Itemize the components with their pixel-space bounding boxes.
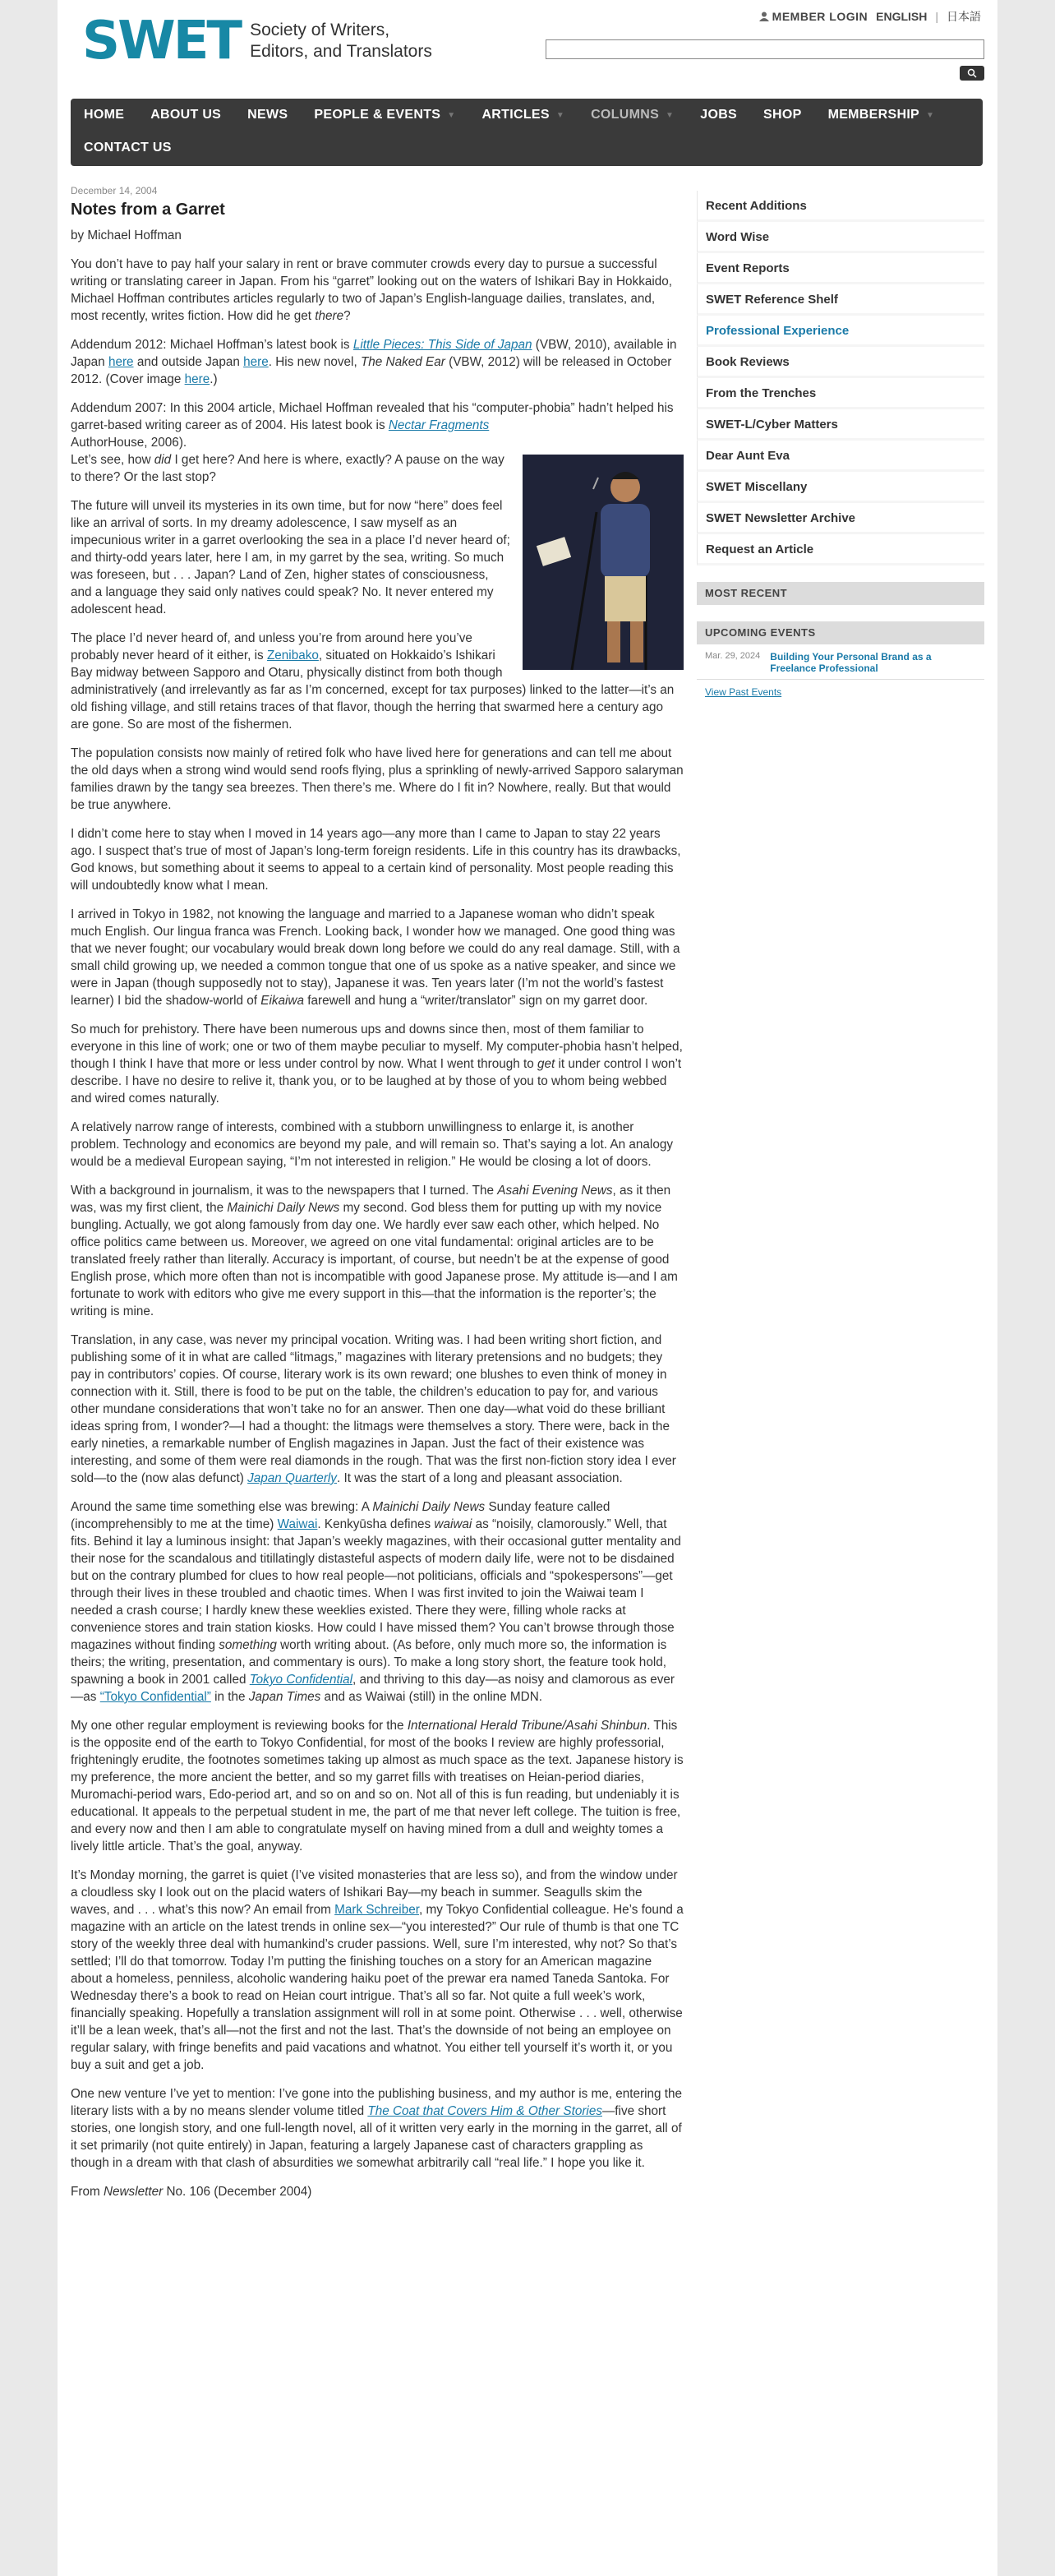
nav-row-1 [71,99,947,132]
paragraph [71,1498,684,1706]
search-input[interactable] [546,39,984,59]
source-note [71,2183,684,2200]
text: With a background in journalism, it was to the newspapers that I turned. The [71,1184,494,1198]
waiwai-link[interactable]: Waiwai [277,1517,318,1531]
tokyo-confidential-column-link[interactable]: “Tokyo Confidential” [99,1690,211,1704]
text: From [71,2185,100,2199]
event-item [697,644,984,680]
sidebar-item-professional-experience[interactable]: Professional Experience [697,316,984,347]
emphasis: did [154,453,172,467]
top-utility-bar [759,8,981,25]
chevron-down-icon: ▼ [447,110,456,120]
paragraph [71,1867,684,2074]
text: . It was the start of a long and pleasant association. [336,1471,623,1485]
paragraph: A relatively narrow range of interests, combined with a stubborn unwillingness to enlarge it, is another problem. Technology and economics are beyond my pale, and will remain so. That’s saying a lot. An analogy would be a medieval European saying, “I’m not interested in religion.” He would be closing a lot of doors. [71,1120,673,1169]
nav-articles[interactable] [468,108,578,122]
sidebar-item-word-wise[interactable]: Word Wise [697,222,984,253]
text: So much for prehistory. There have been numerous ups and downs since then, most of them familiar to everyone in this line of work; one or two of them maybe peculiar to myself. My computer-phobia hasn’t helped, though I think I have that more or less under control by now. What I went through to [71,1023,683,1071]
sidebar-item-reference-shelf[interactable]: SWET Reference Shelf [697,284,984,316]
text: , as it then was, was my first client, the [71,1184,671,1215]
text: . Kenkyūsha defines [317,1517,431,1531]
text: , situated on Hokkaido’s Ishikari Bay midway between Sapporo and Otaru, physically distinct from both though administratively (and irrelevantly as far as I’m concerned, except for tax purposes) linked to the latter—it’s an old fishing village, and still retains traces of that flavor, though the herring that swarmed here a century ago are gone. So are most of the fishermen. [71,649,675,732]
link-here-japan[interactable]: here [108,355,134,369]
emphasis: waiwai [434,1517,472,1531]
paragraph: The future will unveil its mysteries in its own time, but for now “here” does feel like an arrival of sorts. In my dreamy adolescence, I saw myself as an impecunious writer in a garret overlooking the sea in a place I’d never heard of; and thirty-odd years later, here I am, in my garret by the sea, writing. So much was foreseen, but . . . Japan? Land of Zen, higher states of consciousness, and a language they said only natives could speak? No. It never entered my adolescent head. [71,499,510,616]
text: . This is the opposite end of the earth to Tokyo Confidential, for most of the books I review are highly professorial, frighteningly erudite, the footnotes sometimes taking up almost as much space as the text. Japanese history is my preference, the more ancient the better, and so my garret fills with treatises on Heian-period diaries, Muromachi-period wars, Edo-period art, and so on and so on. Not all of this is fun reading, but undeniably it is educational. It appeals to the perpetual student in me, the part of me that never left college. The tuition is free, and every now and then I am able to congratulate myself on having mined from a dull and weighty tomes a lively little article. That’s the goal, anyway. [71,1719,684,1854]
emphasis: Asahi Evening News [497,1184,613,1198]
text: My one other regular employment is reviewing books for the [71,1719,404,1733]
text: farewell and hung a “writer/translator” sign on my garret door. [307,994,648,1008]
nav-membership[interactable] [815,108,948,122]
logo-mark: SWET [82,11,241,72]
text: Sunday feature called (incomprehensibly to me at the time) [71,1500,610,1531]
text: , my Tokyo Confidential colleague. He’s found a magazine with an article on the latest trends in online sex—“you interested?” Our rule of thumb is that one TC story of the weekly three deal with humankind’s cruder passions. Well, sure I’m interested, why not? So that’s settled; I’ll do that tomorrow. Today I’m putting the finishing touches on a story for an American magazine about a homeless, penniless, alcoholic wandering haiku poet of the prewar era named Taneda Santoka. For Wednesday there’s a book to read on Heian court intrigue. That’s all so far. Not quite a full week’s work, financially speaking. Hopefully a translation assignment will roll in at some point. Otherwise . . . well, otherwise it’ll be a lean week, that’s all—not the first and not the last. That’s the downside of not being an employee on regular salary, with fringe benefits and paid vacations and whatnot. You either tell yourself it’s worth it, or you buy a suit and get a job. [71,1903,684,2072]
text: . His new novel, [268,355,357,369]
text: my second. God bless them for putting up with my novice bungling. Actually, we got along famously from day one. We hardly ever saw each other, which helped. No office politics came between us. Moreover, we agreed on one vital fundamental: original articles are to be translated freely rather than literally. Accuracy is important, of course, but needn’t be at the expense of good English prose, which more often than not is incompatible with good Japanese prose. My attitude is—and I am fortunate to work with editors who give me every support in this—that the information is the reporter’s; the writing is mine. [71,1201,678,1318]
text: , and thriving to this day—as noisy and clamorous as ever—as [71,1673,675,1704]
sidebar-item-book-reviews[interactable]: Book Reviews [697,347,984,378]
emphasis: Japan Times [248,1690,321,1704]
japan-quarterly-link[interactable] [247,1471,337,1485]
nav-row-2 [71,132,185,164]
nav-columns[interactable] [578,108,687,122]
emphasis: Newsletter [103,2185,164,2199]
text: Addendum 2012: Michael Hoffman’s latest book is [71,338,350,352]
intro-paragraph: You don’t have to pay half your salary in rent or brave commuter crowds every day to pursue a successful writing or translating career in Japan. From his “garret” looking out on the waters of Ishikari Bay in Hokkaido, Michael Hoffman contributes articles regularly to two of Japan’s English-language dailies, translates, and, most recently, writes fiction. How did he get there? [71,257,673,323]
paragraph: The population consists now mainly of retired folk who have lived here for generations and can tell me about the old days when a strong wind would send roofs flying, plus a sprinkling of newly-arrived Sapporo salaryman families drawn by the tangy sea breezes. Then there’s me. Where do I fit in? Nowhere, really. But that would be true anywhere. [71,746,684,812]
tokyo-confidential-book-link[interactable] [250,1673,352,1687]
text: It’s Monday morning, the garret is quiet (I’ve visited monasteries that are less so), and from the window under a cloudless sky I look out on the placid waters of Ishikari Bay—my beach in summer. Seagulls skim the waves, and . . . what’s this now? An email from [71,1868,678,1917]
emphasis: Mainichi Daily News [372,1500,486,1514]
sidebar-item-newsletter-archive[interactable]: SWET Newsletter Archive [697,503,984,534]
text: it under control I won’t describe. I have no desire to relive it, thank you, or to be laughed at by those of you to whom being webbed and wired comes naturally. [71,1057,682,1106]
paragraph [71,2085,684,2172]
paragraph [71,1717,684,1855]
text: One new venture I’ve yet to mention: I’ve gone into the publishing business, and my author is me, entering the literary lists with a by no means slender volume titled [71,2087,683,2118]
nav-people-events-label: PEOPLE & EVENTS [314,108,441,122]
sidebar-item-recent-additions[interactable]: Recent Additions [697,191,984,222]
nav-people-events[interactable] [301,108,468,122]
addendum-2007 [71,399,684,451]
mark-schreiber-link[interactable]: Mark Schreiber [334,1903,419,1917]
sidebar-item-swet-miscellany[interactable]: SWET Miscellany [697,472,984,503]
addendum-2012 [71,336,684,388]
chevron-down-icon: ▼ [666,110,675,120]
paragraph: I didn’t come here to stay when I moved in 14 years ago—any more than I came to Japan to stay 22 years ago. I suspect that’s true of most of Japan’s long-term foreign residents. Life in this country has its drawbacks, God knows, but something about it seems to appeal to a certain kind of personality. Most people reading this will undoubtedly know what I mean. [71,827,681,893]
coat-that-covers-him-link[interactable] [367,2104,602,2118]
member-login-link[interactable] [759,10,868,23]
text: AuthorHouse, 2006). [71,436,187,450]
search-icon [967,68,977,78]
upcoming-events-heading: UPCOMING EVENTS [697,621,984,644]
site-logo[interactable] [82,11,432,72]
nav-news[interactable]: NEWS [247,108,288,122]
book-link-nectar-fragments[interactable] [389,418,489,432]
nav-home[interactable]: HOME [84,108,125,122]
text: Around the same time something else was brewing: A [71,1500,370,1514]
sidebar-item-event-reports[interactable]: Event Reports [697,253,984,284]
byline: by Michael Hoffman [71,229,182,242]
nav-membership-label: MEMBERSHIP [827,108,920,122]
nav-columns-label: COLUMNS [591,108,660,122]
org-name-line1: Society of Writers, [250,21,390,39]
text: Translation, in any case, was never my principal vocation. Writing was. I had been writing short fiction, and publishing some of it in what are called “litmags,” magazines with literary pretensions and no budgets; they pay in contributors’ copies. Of course, literary work is its own reward; one blushes to even think of money in connection with it. Still, there is food to be put on the table, the children’s education to pay for, and various other mundane considerations that won’t take no for an answer. Then one day—what void do these brilliant ideas spring from, I wonder?—I had a thought: the litmags were themselves a story. There were, back in the early nineties, a remarkable number of English magazines in Japan. Just the fact of their existence was interesting, and some of them were real diamonds in the rough. That was the first non-fiction story idea I ever sold—to the (now alas defunct) [71,1333,676,1485]
event-title-link[interactable]: Building Your Personal Brand as a Freelance Professional [770,651,932,674]
lang-japanese[interactable]: 日本語 [947,10,981,23]
emphasis: The Naked Ear [360,355,445,369]
view-past-events-link[interactable]: View Past Events [705,686,782,698]
org-name [250,20,432,62]
link-text: Little Pieces: This Side of Japan [352,338,532,352]
article-date: December 14, 2004 [71,185,158,196]
org-name-line2: Editors, and Translators [250,42,432,61]
author-photo-image [523,455,684,670]
nav-contact-us[interactable]: CONTACT US [84,141,172,155]
text: Addendum 2007: In this 2004 article, Michael Hoffman revealed that his “computer-phobia” hadn’t helped his garret-based writing career as of 2004. His latest book is [71,401,674,432]
text: I get here? And here is where, exactly? A pause on the way to there? Or the last stop? [71,453,504,484]
sidebar [697,191,984,704]
book-link-little-pieces[interactable] [353,338,532,352]
most-recent-heading: MOST RECENT [697,582,984,605]
chevron-down-icon: ▼ [555,110,565,120]
paragraph [71,906,684,1009]
link-text: Nectar Fragments [388,418,490,432]
main-nav [71,99,983,166]
user-icon [759,12,769,21]
lang-separator: | [935,10,938,23]
text: The place I’d never heard of, and unless you’re from around here you’ve probably never heard of it either, is [71,631,472,662]
sidebar-item-cyber-matters[interactable]: SWET-L/Cyber Matters [697,409,984,441]
paragraph [71,1332,684,1487]
page [58,0,997,2576]
link-text: The Coat that Covers Him & Other Stories [367,2104,602,2118]
nav-jobs[interactable]: JOBS [700,108,738,122]
emphasis: there [315,309,344,323]
text: worth writing about. (As before, only much more so, the information is theirs; the writing, presentation, and commentary is ours). To make a long story short, the feature took hold, spawning a book in 2001 called [71,1638,667,1687]
text: I arrived in Tokyo in 1982, not knowing the language and married to a Japanese woman who didn’t speak much English. Our lingua franca was French. Looking back, I wonder how we managed. One good thing was that we never fought; our vocabulary would break down long before we could do any real damage. Still, with a small child growing up, we needed a common tongue that one of us spoke as a native speaker, and since we were in Japan (though supposedly not to stay), Japanese it was. Ten years later (I’m not the world’s fastest learner) I bid the shadow-world of [71,907,680,1008]
link-text: Japan Quarterly [247,1471,337,1485]
emphasis: International Herald Tribune/Asahi Shinbun [407,1719,647,1733]
link-text: Tokyo Confidential [249,1673,353,1687]
sidebar-item-from-the-trenches[interactable]: From the Trenches [697,378,984,409]
article [71,182,684,2212]
emphasis: get [537,1057,555,1071]
link-here-cover[interactable]: here [184,372,210,386]
emphasis: Eikaiwa [260,994,304,1008]
paragraph [71,1021,684,1107]
nav-shop[interactable]: SHOP [763,108,802,122]
text: as “noisily, clamorously.” Well, that fits. Behind it lay a luminous insight: that Japan’s weekly magazines, with their occasional gutter mentality and their nose for the scandalous and titillatingly distasteful aspects of modern daily life, were not to be disdained but on the contrary plumbed for clues to how real people—not politicians, officials and “spokespersons”—get through their lives in these troubled and chaotic times. When I was first invited to join the Waiwai team I needed a crash course; I hardly knew these weeklies existed. There they were, filling whole racks at convenience stores and train station kiosks. How could I have missed them? You can’t browse through those magazines without finding [71,1517,681,1652]
text: and outside Japan [136,355,240,369]
member-login-label: MEMBER LOGIN [772,10,868,23]
link-here-outside[interactable]: here [243,355,269,369]
text: and as Waiwai (still) in the online MDN. [324,1690,543,1704]
event-date: Mar. 29, 2024 [705,651,761,661]
sidebar-item-request-article[interactable]: Request an Article [697,534,984,566]
lang-english[interactable]: ENGLISH [876,10,928,23]
text: You don’t have to pay half your salary in rent or brave commuter crowds every day to pursue a successful writing or translating career in Japan. From his “garret” looking out on the waters of Ishikari Bay in Hokkaido, Michael Hoffman contributes articles regularly to two of Japan’s English-language dailies, translates, and, most recently, writes fiction. How did he get [71,257,673,323]
text: —five short stories, one longish story, and one full-length novel, all of it written very early in the morning in the garret, all of it set primarily (not quite entirely) in Japan, featuring a largely Japanese cast of characters grappling as though in a dream with that clash of absurdities we somewhat arbitrarily call “real life.” I hope you like it. [71,2104,682,2170]
search-button[interactable] [960,66,984,81]
paragraph [71,1182,684,1320]
emphasis: something [219,1638,277,1652]
nav-articles-label: ARTICLES [481,108,550,122]
article-title: Notes from a Garret [71,201,225,219]
nav-about-us[interactable]: ABOUT US [150,108,222,122]
sidebar-item-dear-aunt-eva[interactable]: Dear Aunt Eva [697,441,984,472]
text: (VBW, 2012) will be released in October 2012. (Cover image [71,355,672,386]
text: No. 106 (December 2004) [166,2185,312,2199]
text: (VBW, 2010), available in Japan [71,338,677,369]
emphasis: Mainichi Daily News [227,1201,340,1215]
text: Let’s see, how [71,453,151,467]
author-photo [523,455,684,670]
text: in the [214,1690,246,1704]
zenibako-link[interactable]: Zenibako [266,649,319,662]
text: .) [210,372,218,386]
chevron-down-icon: ▼ [926,110,935,120]
